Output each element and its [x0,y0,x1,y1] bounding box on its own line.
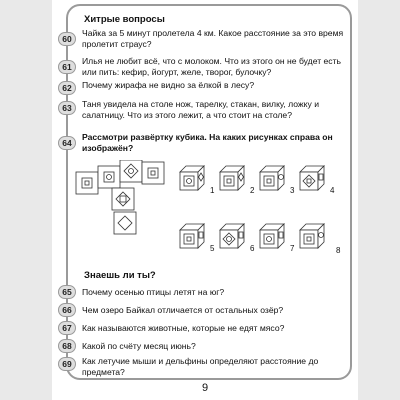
question-number-62: 62 [58,81,76,95]
cube-label-7: 7 [290,244,295,253]
section-title-did-you-know: Знаешь ли ты? [84,270,156,281]
cube-label-3: 3 [290,186,295,195]
question-number-69: 69 [58,357,76,371]
question-number-66: 66 [58,303,76,317]
cube-option-6 [218,222,248,250]
question-69-text: Как летучие мыши и дельфины определяют расстояние до предмета? [82,356,319,378]
cube-option-3 [258,164,288,192]
cube-option-8 [298,222,328,250]
question-68-text: Какой по счёту месяц июнь? [82,341,196,351]
question-66-text: Чем озеро Байкал отличается от остальных озёр? [82,305,284,315]
question-67-text: Как называются животные, которые не едят мясо? [82,323,285,333]
cube-label-2: 2 [250,186,255,195]
cube-label-5: 5 [210,244,215,253]
question-65-text: Почему осенью птицы летят на юг? [82,287,225,297]
cube-option-7 [258,222,288,250]
section-title-tricky-questions: Хитрые вопросы [84,14,165,25]
cube-label-1: 1 [210,186,215,195]
question-number-67: 67 [58,321,76,335]
question-64-text: Рассмотри развёртку кубика. На каких рисунках справа он изображён? [82,132,333,154]
question-number-68: 68 [58,339,76,353]
question-number-64: 64 [58,136,76,150]
question-63-text: Таня увидела на столе нож, тарелку, стакан, вилку, ложку и салатницу. Что из этого лежит, а что стоит на столе? [82,99,320,121]
cube-label-4: 4 [330,186,335,195]
question-number-60: 60 [58,32,76,46]
page-number: 9 [201,382,209,394]
question-61-text: Илья не любит всё, что с молоком. Что из этого он не будет есть или пить: кефир, йогурт, желе, творог, булочку? [82,56,342,78]
cube-option-5 [178,222,208,250]
cube-option-1 [178,164,208,192]
question-62-text: Почему жирафа не видно за ёлкой в лесу? [82,80,255,90]
workbook-page [52,0,358,400]
cube-label-6: 6 [250,244,255,253]
cube-net-drawing [72,160,178,240]
question-number-63: 63 [58,101,76,115]
question-60-text: Чайка за 5 минут пролетела 4 км. Какое расстояние за это время пролетит страус? [82,28,344,50]
cube-option-2 [218,164,248,192]
question-number-61: 61 [58,60,76,74]
question-number-65: 65 [58,285,76,299]
cube-option-4 [298,164,328,192]
cube-label-8: 8 [336,246,341,255]
